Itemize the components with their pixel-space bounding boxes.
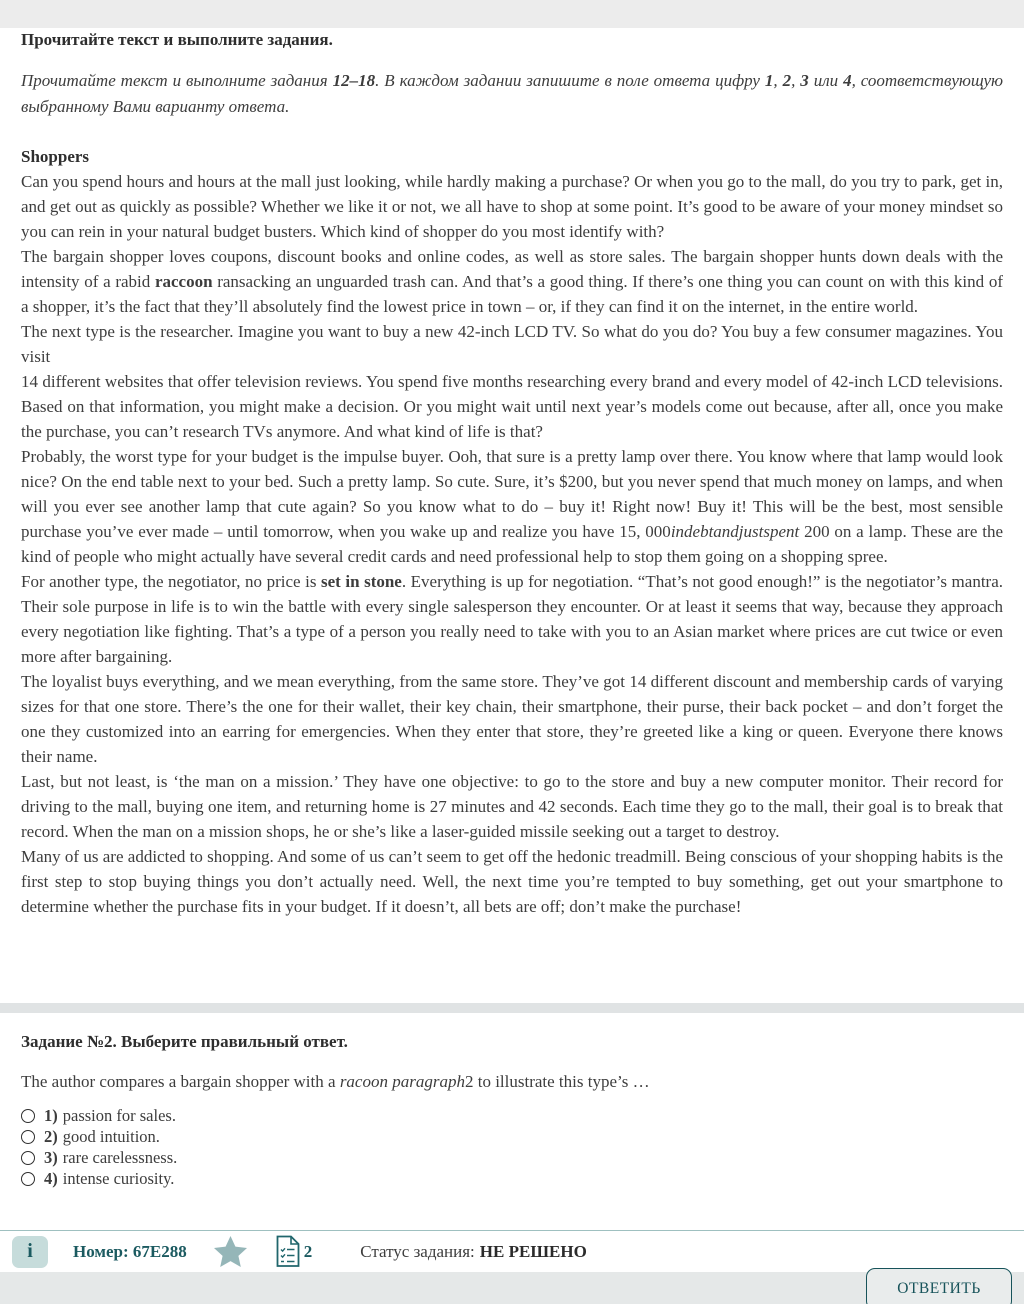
paragraph-negotiator xyxy=(21,569,1003,669)
question-fragment: 2 to illustrate this type’s … xyxy=(464,1072,650,1091)
radio-button-4[interactable] xyxy=(21,1172,35,1186)
paragraph-researcher-b: 14 different websites that offer television reviews. You spend five months researching every brand and every model of 42-inch LCD televisions. Based on that information, you might make a decision. Or you might wait until next year’s models come out because, after all, once you make the purchase, you can’t research TVs anymore. And what kind of life is that? xyxy=(21,372,1003,441)
status-label: Статус задания: xyxy=(360,1241,475,1261)
intro-digit-2: 2 xyxy=(782,71,792,90)
answer-option-2[interactable] xyxy=(21,1126,1003,1147)
task-count-icon xyxy=(275,1235,301,1268)
option-label: passion for sales. xyxy=(62,1105,176,1125)
option-number: 1) xyxy=(44,1105,58,1125)
option-label: good intuition. xyxy=(62,1126,160,1146)
answer-option-1[interactable] xyxy=(21,1105,1003,1126)
task-info-bar xyxy=(0,1230,1024,1272)
question-heading: Задание №2. Выберите правильный ответ. xyxy=(21,1032,348,1051)
intro-text: , соответствующую выбранному Вами варианту ответа. xyxy=(21,71,1003,116)
intro-task-range: 12–18 xyxy=(332,71,376,90)
paragraph-text: . Everything is up for negotiation. “That’s not good enough!” is the negotiator’s mantra. Their sole purpose in life is to win the battle with every single salesperson they encounter. Or at least it seems that way, because they approach every negotiation like fighting. That’s a type of a person you really need to take with you to an Asian market where prices are cut twice or even more after bargaining. xyxy=(21,572,1003,666)
intro-digit-1: 1 xyxy=(764,71,774,90)
paragraph-man-on-mission: Last, but not least, is ‘the man on a mission.’ They have one objective: to go to the store and buy a new computer monitor. Their record for driving to the mall, buying one item, and returning home is 27 minutes and 42 seconds. Each time they go to the mall, their goal is to break that record. When the man on a mission shops, he or she’s like a laser-guided missile seeking out a target to destroy. xyxy=(21,772,1003,841)
page-title: Прочитайте текст и выполните задания. xyxy=(21,30,333,49)
paragraph-text: The bargain shopper loves coupons, discount books and online codes, as well as store sales. The bargain shopper hunts down deals with the intensity of a rabid xyxy=(21,247,1003,291)
task-status xyxy=(360,1242,587,1262)
answer-options xyxy=(21,1105,1003,1189)
question-fragment: The author compares a bargain shopper with a xyxy=(21,1072,340,1091)
option-number: 2) xyxy=(44,1126,58,1146)
paragraph-text: ransacking an unguarded trash can. And that’s a good thing. If there’s one thing you can count on with this kind of a shopper, it’s the fact that they’ll absolutely find the lowest price in town – or, if they can find it on the internet, in the entire world. xyxy=(21,272,1003,316)
option-number: 4) xyxy=(44,1168,58,1188)
bold-set-in-stone: set in stone xyxy=(321,572,402,591)
article-title: Shoppers xyxy=(21,147,90,166)
paragraph-impulse-buyer xyxy=(21,444,1003,569)
answer-button[interactable]: ОТВЕТИТЬ xyxy=(866,1268,1012,1304)
paragraph-researcher-a: The next type is the researcher. Imagine you want to buy a new 42-inch LCD TV. So what do you do? You buy a few consumer magazines. You visit xyxy=(21,322,1003,366)
paragraph-text: For another type, the negotiator, no price is xyxy=(21,572,321,591)
question-block xyxy=(21,1032,1003,1189)
intro-text: , xyxy=(791,71,801,90)
intro-digit-4: 4 xyxy=(843,71,852,90)
question-text xyxy=(21,1072,1003,1092)
answer-option-3[interactable] xyxy=(21,1147,1003,1168)
status-badge: НЕ РЕШЕНО xyxy=(479,1241,587,1261)
paragraph-text: 200 on a lamp. These are the kind of people who might actually have several credit cards and need professional help to stop them going on a shopping spree. xyxy=(21,522,1003,566)
answer-option-4[interactable] xyxy=(21,1168,1003,1189)
intro-text: , xyxy=(773,71,783,90)
option-label: rare carelessness. xyxy=(62,1147,178,1167)
task-count: 2 xyxy=(303,1241,313,1261)
paragraph-conclusion: Many of us are addicted to shopping. And some of us can’t seem to get off the hedonic treadmill. Being conscious of your shopping habits is the first step to stop buying things you don’t actually need. Well, the next time you’re tempted to buy something, get out your smartphone to determine whether the purchase fits in your budget. If it doesn’t, all bets are off; don’t make the purchase! xyxy=(21,847,1003,916)
italic-fragment: indebtandjustspent xyxy=(670,522,800,541)
intro-text: . В каждом задании запишите в поле ответа цифру xyxy=(375,71,765,90)
question-italic-fragment: racoon paragraph xyxy=(339,1072,465,1091)
radio-button-2[interactable] xyxy=(21,1130,35,1144)
radio-button-3[interactable] xyxy=(21,1151,35,1165)
option-number: 3) xyxy=(44,1147,58,1167)
section-divider xyxy=(0,1003,1024,1013)
task-number: Номер: 67E288 xyxy=(73,1241,187,1261)
task-instructions xyxy=(21,68,1003,120)
favorite-star-icon[interactable] xyxy=(213,1235,248,1268)
intro-digit-3: 3 xyxy=(800,71,809,90)
info-icon[interactable]: i xyxy=(12,1236,48,1268)
intro-text: Прочитайте текст и выполните задания xyxy=(21,71,333,90)
reading-text xyxy=(21,144,1003,1000)
bold-raccoon: raccoon xyxy=(154,272,213,291)
paragraph-loyalist: The loyalist buys everything, and we mean everything, from the same store. They’ve got 14 different discount and membership cards of varying sizes for that one store. There’s the one for their wallet, their key chain, their smartphone, their purse, their back pocket – and don’t forget the one they customized into an earring for emergencies. When they enter that store, they’re greeted like a king or queen. Everyone there knows their name. xyxy=(21,672,1003,766)
paragraph-intro: Can you spend hours and hours at the mall just looking, while hardly making a purchase? Or when you go to the mall, do you try to park, get in, and get out as quickly as possible? Whether we like it or not, we all have to shop at some point. It’s good to be aware of your money mindset so you can rein in your natural budget busters. Which kind of shopper do you most identify with? xyxy=(21,172,1003,241)
radio-button-1[interactable] xyxy=(21,1109,35,1123)
top-gray-bar xyxy=(0,0,1024,28)
paragraph-bargain-shopper xyxy=(21,244,1003,319)
intro-text: или xyxy=(808,71,844,90)
option-label: intense curiosity. xyxy=(62,1168,175,1188)
paragraph-text: Probably, the worst type for your budget is the impulse buyer. Ooh, that sure is a pretty lamp over there. You know where that lamp would look nice? On the end table next to your bed. Such a pretty lamp. So cute. Sure, it’s $200, but you never spend that much money on lamps, and when will you ever see another lamp that cute again? So you know what to do – buy it! Right now! Buy it! This will be the best, most sensible purchase you’ve ever made – until tomorrow, when you wake up and realize you have 15, 000 xyxy=(21,447,1003,541)
